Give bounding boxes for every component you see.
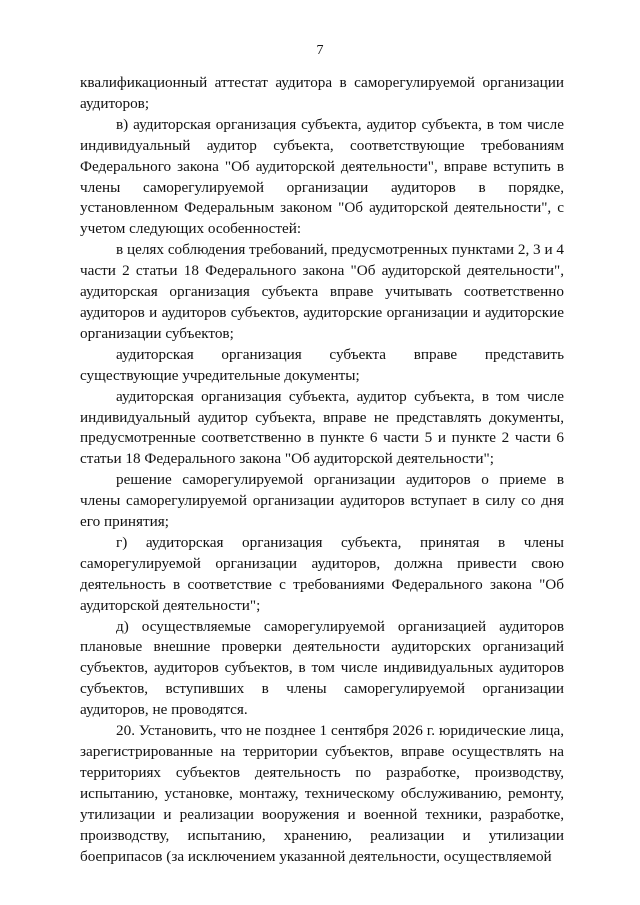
paragraph-continuation: квалификационный аттестат аудитора в саморегулируемой организации аудиторов; [80,74,564,112]
page-number: 7 [316,43,324,58]
paragraph-item-20: 20. Установить, что не позднее 1 сентября 2026 г. юридические лица, зарегистрированные на территории субъектов, вправе осуществлять на территориях субъектов деятельность по разработке, производству, испытанию, установке, монтажу, техническому обслуживанию, ремонту, утилизации и реализации вооружения и военной техники, разработке, производству, испытанию, хранению, реализации и утилизации боеприпасов (за исключением указанной деятельности, осуществляемой [80,722,564,865]
paragraph-requirements: в целях соблюдения требований, предусмотренных пунктами 2, 3 и 4 части 2 статьи 18 Федерального закона "Об аудиторской деятельности", аудиторская организация субъекта вправе учитывать соответственно аудиторов и аудиторов субъектов, аудиторские организации и аудиторские организации субъектов; [80,241,564,342]
paragraph-item-v: в) аудиторская организация субъекта, аудитор субъекта, в том числе индивидуальный аудитор субъекта, соответствующие требованиям Федерального закона "Об аудиторской деятельности", вправе вступить в члены саморегулируемой организации аудиторов в порядке, установленном Федеральным законом "Об аудиторской деятельности", с учетом следующих особенностей: [80,115,564,238]
document-body [80,73,564,867]
paragraph-item-g: г) аудиторская организация субъекта, принятая в члены саморегулируемой организации аудиторов, должна привести свою деятельность в соответствие с требованиями Федерального закона "Об аудиторской деятельности"; [80,533,564,614]
paragraph-item-d: д) осуществляемые саморегулируемой организацией аудиторов плановые внешние проверки деятельности аудиторских организаций субъектов, аудиторов субъектов, в том числе индивидуальных аудиторов субъектов, вступивших в члены саморегулируемой организации аудиторов, не проводятся. [80,617,564,719]
paragraph-founding-documents: аудиторская организация субъекта вправе представить существующие учредительные документы; [80,345,564,384]
paragraph-admission-decision: решение саморегулируемой организации аудиторов о приеме в члены саморегулируемой организации аудиторов вступает в силу со дня его принятия; [80,471,564,531]
paragraph-documents-exemption: аудиторская организация субъекта, аудитор субъекта, в том числе индивидуальный аудитор субъекта, вправе не представлять документы, предусмотренные соответственно в пункте 6 части 5 и пункте 2 части 6 статьи 18 Федерального закона "Об аудиторской деятельности"; [80,387,564,468]
